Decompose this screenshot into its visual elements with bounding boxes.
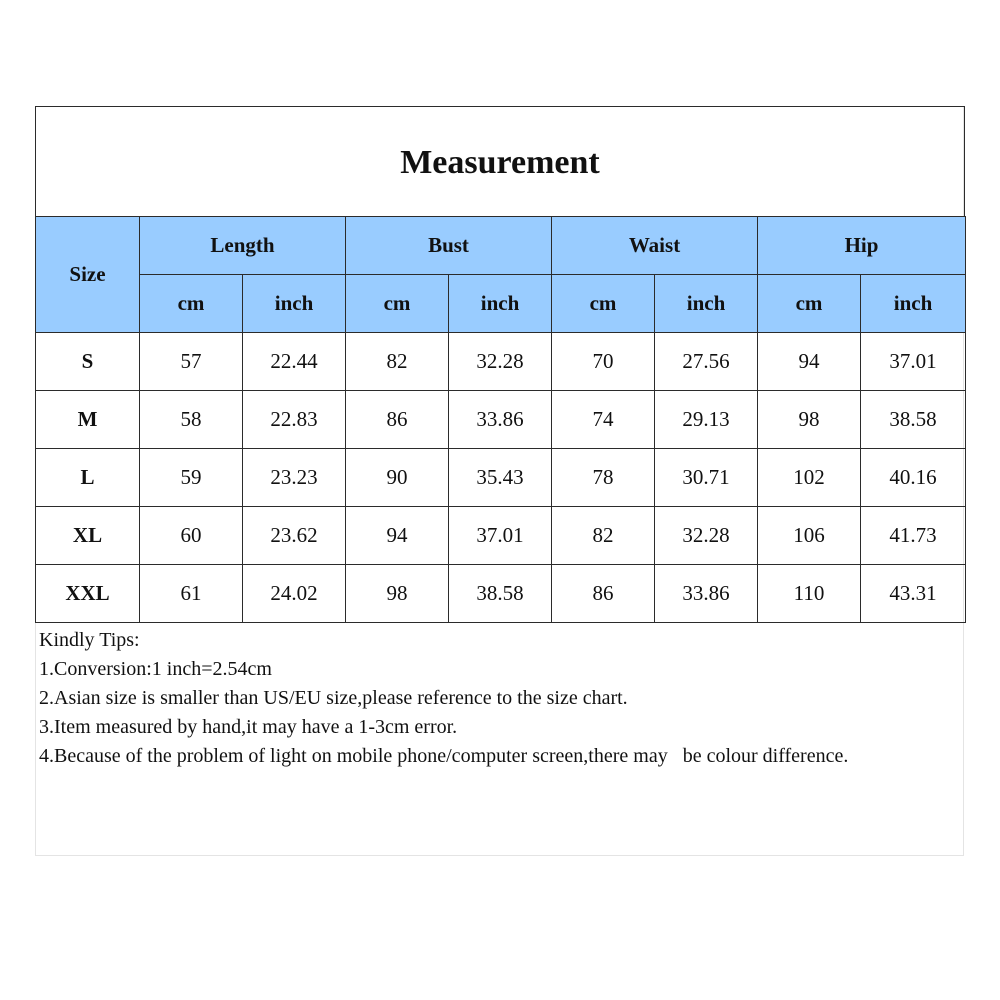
header-row-units xyxy=(36,275,966,333)
title-box xyxy=(35,106,965,216)
table-cell: 60 xyxy=(140,507,243,565)
table-cell: 43.31 xyxy=(861,565,966,623)
tip-item: 3.Item measured by hand,it may have a 1-3cm error. xyxy=(39,716,458,738)
table-cell: 61 xyxy=(140,565,243,623)
table-cell: 74 xyxy=(552,391,655,449)
table-cell: 38.58 xyxy=(449,565,552,623)
table-cell: 86 xyxy=(346,391,449,449)
table-cell: 82 xyxy=(552,507,655,565)
header-hip: Hip xyxy=(758,217,966,275)
table-cell: 106 xyxy=(758,507,861,565)
size-label: M xyxy=(36,391,140,449)
table-cell: 58 xyxy=(140,391,243,449)
header-bust: Bust xyxy=(346,217,552,275)
size-chart-table xyxy=(35,216,966,623)
table-cell: 41.73 xyxy=(861,507,966,565)
kindly-tips xyxy=(39,626,964,771)
table-cell: 37.01 xyxy=(861,333,966,391)
size-label: L xyxy=(36,449,140,507)
tips-heading: Kindly Tips: xyxy=(39,629,140,651)
table-cell: 24.02 xyxy=(243,565,346,623)
tip-item: 2.Asian size is smaller than US/EU size,please reference to the size chart. xyxy=(39,687,628,709)
header-waist: Waist xyxy=(552,217,758,275)
table-cell: 30.71 xyxy=(655,449,758,507)
table-cell: 98 xyxy=(758,391,861,449)
table-cell: 94 xyxy=(758,333,861,391)
table-cell: 40.16 xyxy=(861,449,966,507)
table-cell: 22.44 xyxy=(243,333,346,391)
table-row xyxy=(36,565,966,623)
unit-header: inch xyxy=(655,275,758,333)
table-cell: 86 xyxy=(552,565,655,623)
table-cell: 78 xyxy=(552,449,655,507)
size-label: S xyxy=(36,333,140,391)
header-size: Size xyxy=(36,217,140,333)
table-cell: 29.13 xyxy=(655,391,758,449)
unit-header: cm xyxy=(346,275,449,333)
table-cell: 82 xyxy=(346,333,449,391)
table-cell: 27.56 xyxy=(655,333,758,391)
table-cell: 33.86 xyxy=(655,565,758,623)
table-cell: 32.28 xyxy=(655,507,758,565)
table-cell: 22.83 xyxy=(243,391,346,449)
size-label: XXL xyxy=(36,565,140,623)
table-cell: 98 xyxy=(346,565,449,623)
size-label: XL xyxy=(36,507,140,565)
table-cell: 23.62 xyxy=(243,507,346,565)
table-row xyxy=(36,391,966,449)
table-cell: 38.58 xyxy=(861,391,966,449)
unit-header: cm xyxy=(552,275,655,333)
table-row xyxy=(36,333,966,391)
page-title: Measurement xyxy=(400,143,600,181)
unit-header: inch xyxy=(243,275,346,333)
table-cell: 94 xyxy=(346,507,449,565)
table-cell: 32.28 xyxy=(449,333,552,391)
table-cell: 37.01 xyxy=(449,507,552,565)
table-cell: 57 xyxy=(140,333,243,391)
unit-header: cm xyxy=(140,275,243,333)
table-cell: 35.43 xyxy=(449,449,552,507)
unit-header: cm xyxy=(758,275,861,333)
table-cell: 110 xyxy=(758,565,861,623)
header-length: Length xyxy=(140,217,346,275)
tip-item: 1.Conversion:1 inch=2.54cm xyxy=(39,658,272,680)
table-cell: 102 xyxy=(758,449,861,507)
tip-item: 4.Because of the problem of light on mobile phone/computer screen,there may be colour difference. xyxy=(39,745,849,767)
table-cell: 90 xyxy=(346,449,449,507)
table-cell: 70 xyxy=(552,333,655,391)
table-row xyxy=(36,507,966,565)
header-row-groups xyxy=(36,217,966,275)
table-cell: 33.86 xyxy=(449,391,552,449)
unit-header: inch xyxy=(449,275,552,333)
unit-header: inch xyxy=(861,275,966,333)
table-row xyxy=(36,449,966,507)
table-cell: 23.23 xyxy=(243,449,346,507)
table-cell: 59 xyxy=(140,449,243,507)
